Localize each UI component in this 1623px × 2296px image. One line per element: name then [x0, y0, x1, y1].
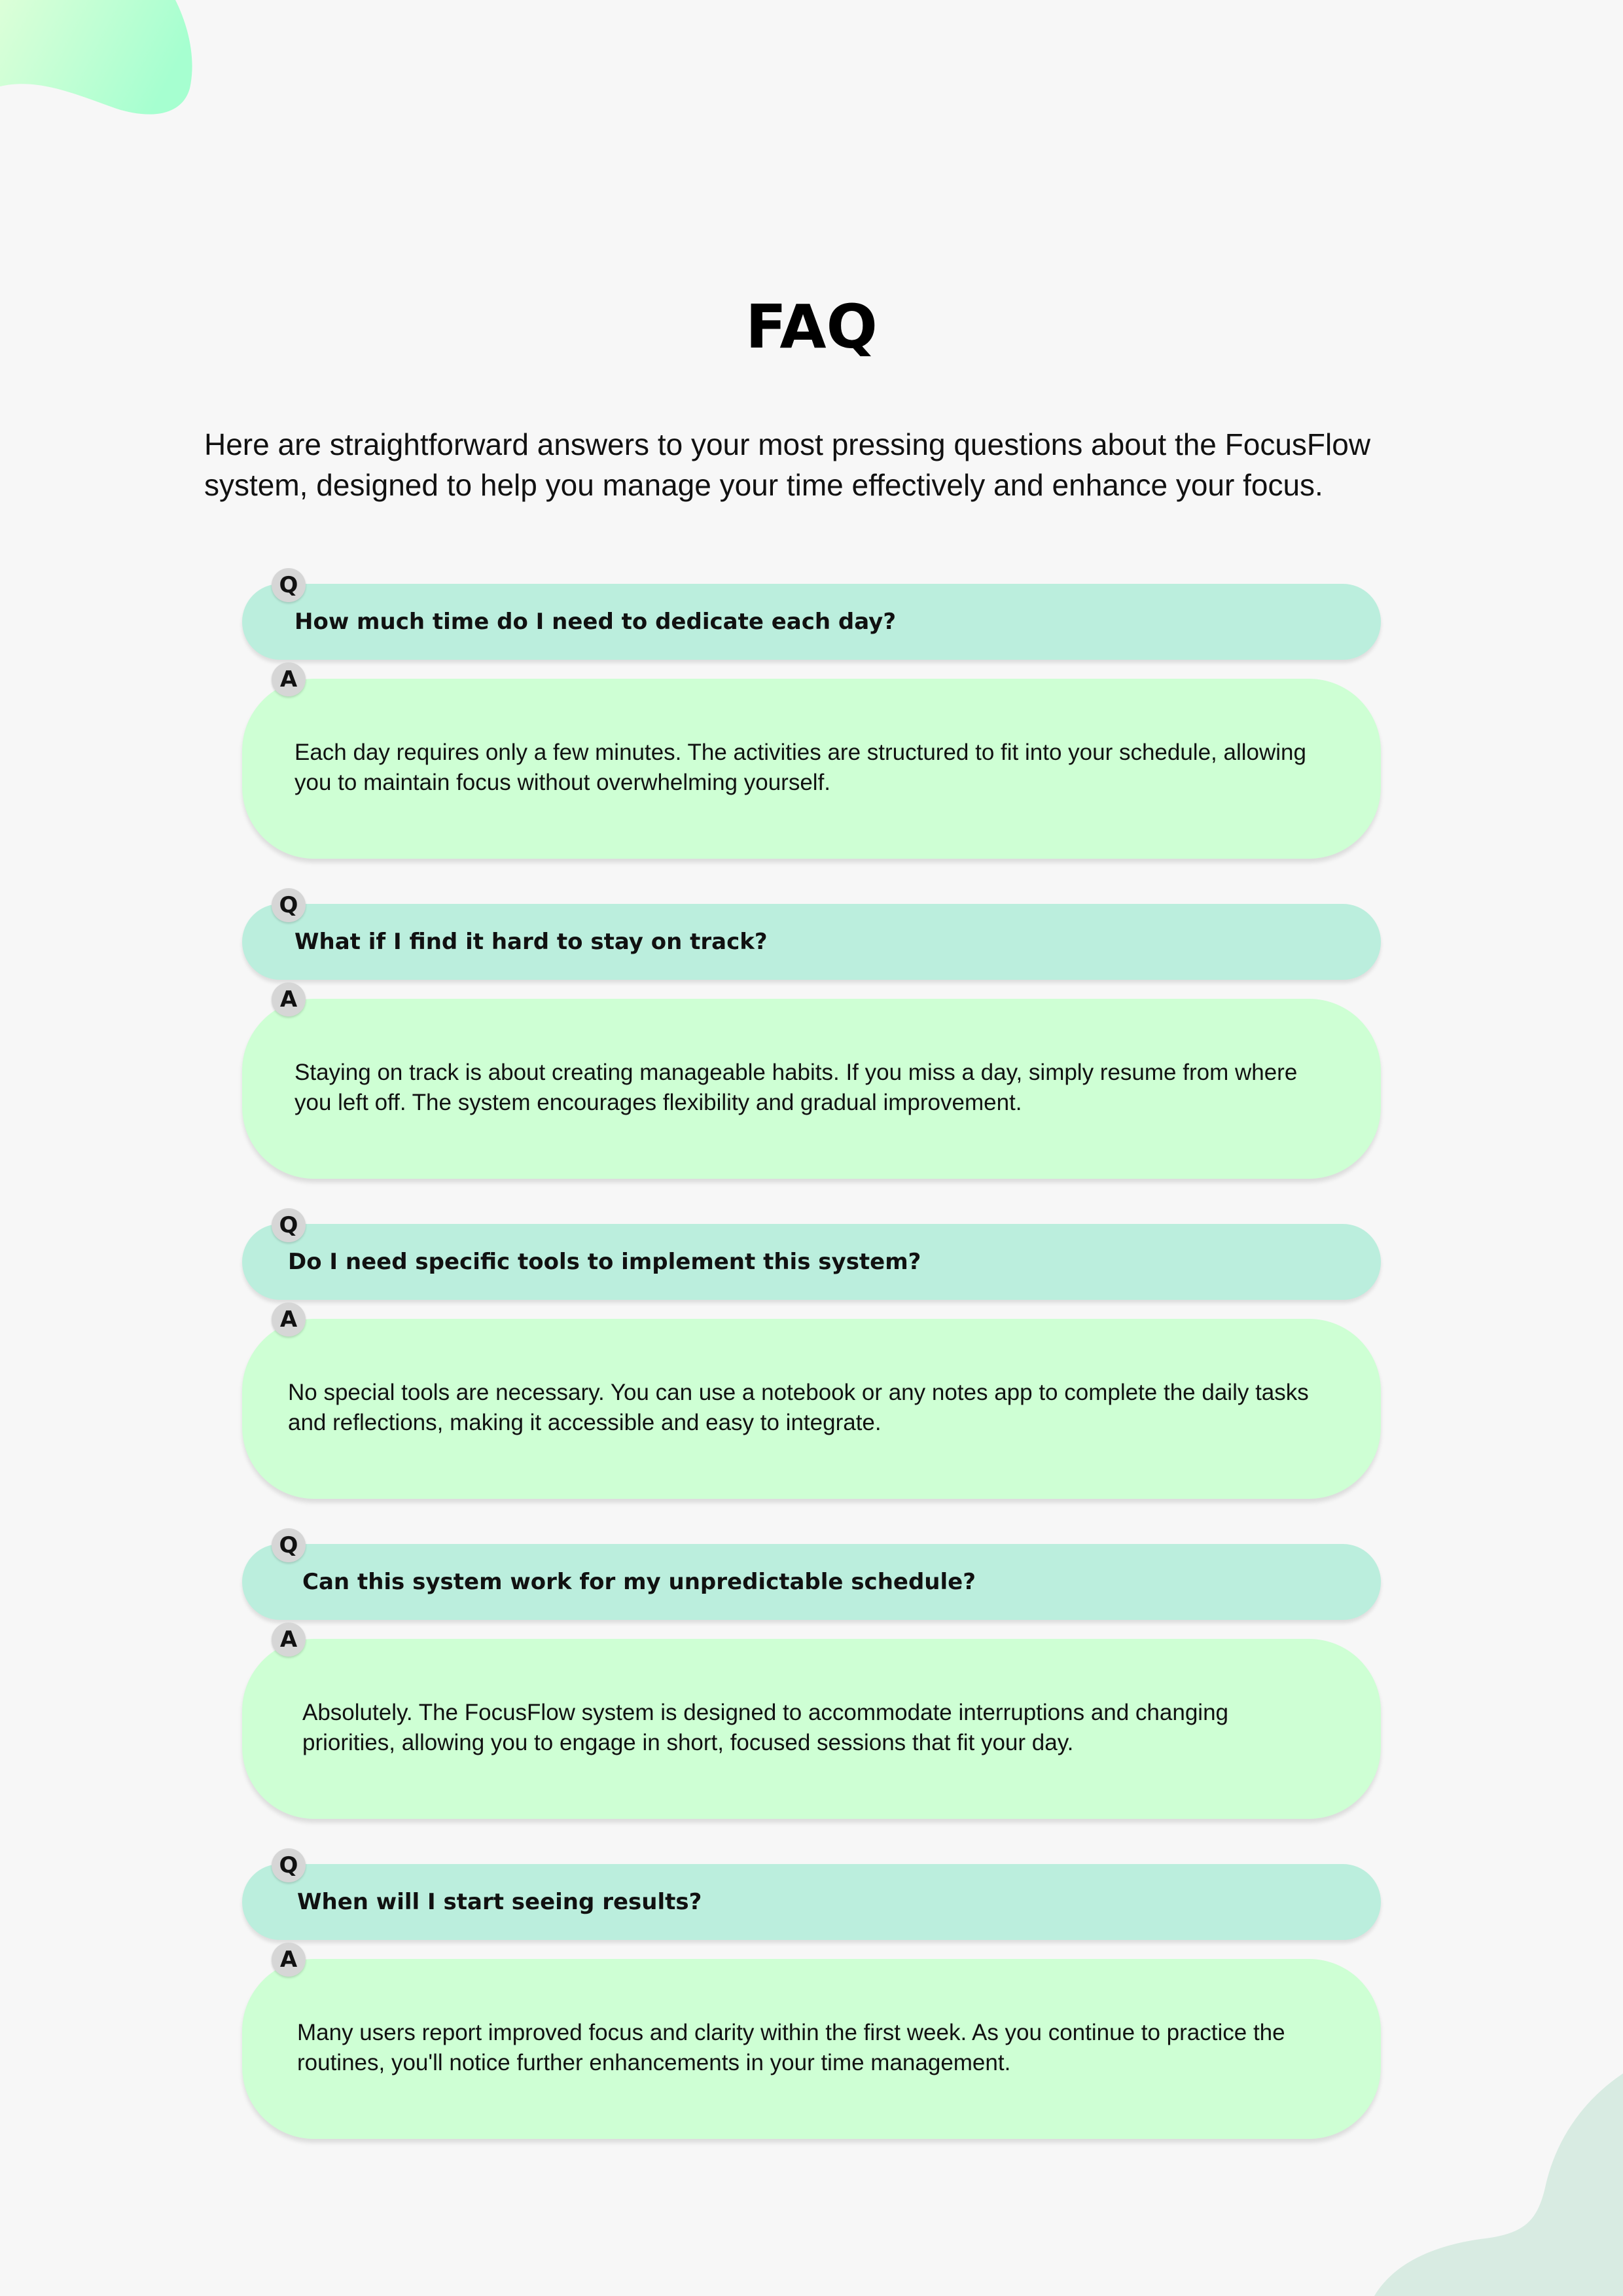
answer-bubble [242, 1639, 1381, 1819]
answer-bubble [242, 999, 1381, 1179]
faq-item [242, 1212, 1381, 1502]
question-bar [242, 1864, 1381, 1940]
question-bar [242, 1544, 1381, 1620]
answer-bubble [242, 679, 1381, 859]
question-badge: Q [272, 1528, 306, 1562]
question-badge: Q [272, 1848, 306, 1882]
question-badge: Q [272, 888, 306, 922]
answer-badge: A [272, 982, 306, 1016]
decorative-blob-bottom-right [1374, 2073, 1623, 2296]
faq-item [242, 892, 1381, 1182]
decorative-blob-top-left [0, 0, 209, 124]
faq-item [242, 572, 1381, 862]
page-title: FAQ [745, 292, 878, 362]
answer-text: Each day requires only a few minutes. The activities are structured to fit into your schedule, allowing you to maintain focus without overwhelming yourself. [294, 740, 1306, 795]
answer-badge: A [272, 1943, 306, 1977]
answer-bubble [242, 1959, 1381, 2139]
answer-badge: A [272, 662, 306, 696]
question-text: Can this system work for my unpredictable schedule? [302, 1569, 976, 1595]
question-text: What if I find it hard to stay on track? [294, 929, 768, 955]
answer-text: No special tools are necessary. You can use a notebook or any notes app to complete the daily tasks and reflections, making it accessible and easy to integrate. [288, 1380, 1309, 1435]
answer-text: Many users report improved focus and clarity within the first week. As you continue to practice the routines, you'll notice further enhancements in your time management. [297, 2020, 1285, 2075]
question-badge: Q [272, 568, 306, 602]
answer-bubble [242, 1319, 1381, 1499]
faq-item [242, 1852, 1381, 2142]
question-bar [242, 1224, 1381, 1300]
question-bar [242, 584, 1381, 660]
answer-text: Staying on track is about creating manageable habits. If you miss a day, simply resume from where you left off. The system encourages flexibility and gradual improvement. [294, 1060, 1298, 1115]
question-text: When will I start seeing results? [297, 1889, 702, 1915]
question-text: How much time do I need to dedicate each day? [294, 609, 897, 635]
answer-text: Absolutely. The FocusFlow system is designed to accommodate interruptions and changing priorities, allowing you to engage in short, focused sessions that fit your day. [302, 1700, 1229, 1755]
faq-item [242, 1532, 1381, 1822]
question-badge: Q [272, 1208, 306, 1242]
answer-badge: A [272, 1302, 306, 1336]
intro-paragraph: Here are straightforward answers to your most pressing questions about the FocusFlow system, designed to help you manage your time effectively and enhance your focus. [204, 427, 1371, 502]
question-text: Do I need specific tools to implement this system? [288, 1249, 921, 1275]
question-bar [242, 904, 1381, 980]
answer-badge: A [272, 1623, 306, 1657]
